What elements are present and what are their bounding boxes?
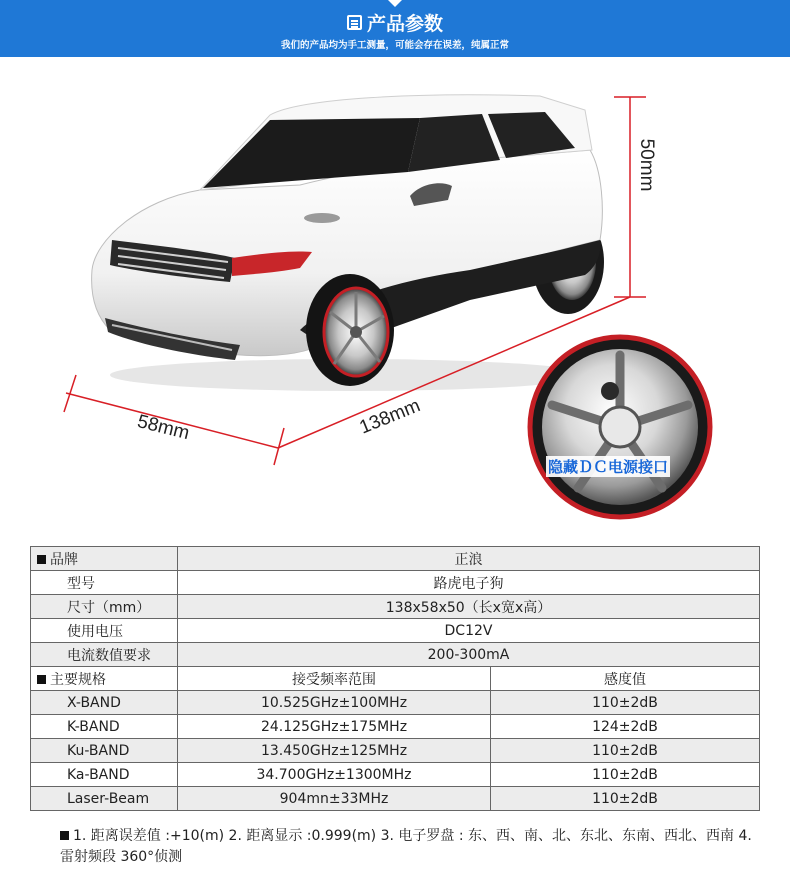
band-sens: 110±2dB bbox=[491, 787, 760, 811]
band-name: K-BAND bbox=[31, 715, 178, 739]
brand-value: 正浪 bbox=[178, 547, 760, 571]
band-name: X-BAND bbox=[31, 691, 178, 715]
header-title-row bbox=[0, 9, 790, 36]
band-sens: 110±2dB bbox=[491, 739, 760, 763]
table-row bbox=[31, 763, 760, 787]
size-label: 尺寸（mm） bbox=[31, 595, 178, 619]
model-value: 路虎电子狗 bbox=[178, 571, 760, 595]
banner-notch bbox=[388, 0, 402, 7]
table-row bbox=[31, 715, 760, 739]
spec-header-label-cell bbox=[31, 667, 178, 691]
table-row bbox=[31, 619, 760, 643]
table-row bbox=[31, 787, 760, 811]
table-row bbox=[31, 667, 760, 691]
bullet-square-icon bbox=[60, 831, 69, 840]
band-sens: 110±2dB bbox=[491, 691, 760, 715]
brand-label: 品牌 bbox=[50, 551, 78, 568]
table-row bbox=[31, 643, 760, 667]
table-row bbox=[31, 739, 760, 763]
table-row bbox=[31, 571, 760, 595]
current-value: 200-300mA bbox=[178, 643, 760, 667]
freq-header: 接受频率范围 bbox=[178, 667, 491, 691]
band-name: Laser-Beam bbox=[31, 787, 178, 811]
bullet-square-icon bbox=[37, 675, 46, 684]
band-sens: 110±2dB bbox=[491, 763, 760, 787]
table-row bbox=[31, 595, 760, 619]
band-freq: 34.700GHz±1300MHz bbox=[178, 763, 491, 787]
voltage-value: DC12V bbox=[178, 619, 760, 643]
current-label: 电流数值要求 bbox=[31, 643, 178, 667]
feature-note bbox=[60, 826, 760, 868]
model-label: 型号 bbox=[31, 571, 178, 595]
brand-label-cell bbox=[31, 547, 178, 571]
spec-header-label: 主要规格 bbox=[50, 671, 106, 688]
width-label: 58mm bbox=[135, 411, 192, 445]
dc-port-label: 隐藏ＤＣ电源接口 bbox=[548, 458, 669, 476]
height-label: 50mm bbox=[636, 138, 657, 192]
band-freq: 24.125GHz±175MHz bbox=[178, 715, 491, 739]
band-sens: 124±2dB bbox=[491, 715, 760, 739]
band-freq: 13.450GHz±125MHz bbox=[178, 739, 491, 763]
band-name: Ka-BAND bbox=[31, 763, 178, 787]
car-model bbox=[92, 95, 604, 391]
length-label: 138mm bbox=[356, 395, 424, 439]
band-name: Ku-BAND bbox=[31, 739, 178, 763]
table-row bbox=[31, 547, 760, 571]
height-dimension bbox=[614, 97, 657, 297]
calendar-icon bbox=[347, 15, 362, 30]
header-subtitle: 我们的产品均为手工测量，可能会存在误差，纯属正常 bbox=[280, 40, 509, 51]
header-banner bbox=[0, 0, 790, 57]
feature-note-text: 1. 距离误差值 :+10(m) 2. 距离显示 :0.999(m) 3. 电子罗盘 : 东、西、南、北、东北、东南、西北、西南 4. 雷射频段 360°侦测 bbox=[60, 828, 752, 865]
spec-table bbox=[30, 546, 760, 811]
voltage-label: 使用电压 bbox=[31, 619, 178, 643]
table-row bbox=[31, 691, 760, 715]
band-freq: 10.525GHz±100MHz bbox=[178, 691, 491, 715]
product-illustration bbox=[0, 57, 790, 545]
sens-header: 感度值 bbox=[491, 667, 760, 691]
header-title: 产品参数 bbox=[366, 13, 443, 35]
bullet-square-icon bbox=[37, 555, 46, 564]
wheel-closeup bbox=[530, 337, 710, 517]
size-value: 138x58x50（长x宽x高） bbox=[178, 595, 760, 619]
band-freq: 904mn±33MHz bbox=[178, 787, 491, 811]
dc-port-hole bbox=[601, 382, 619, 400]
